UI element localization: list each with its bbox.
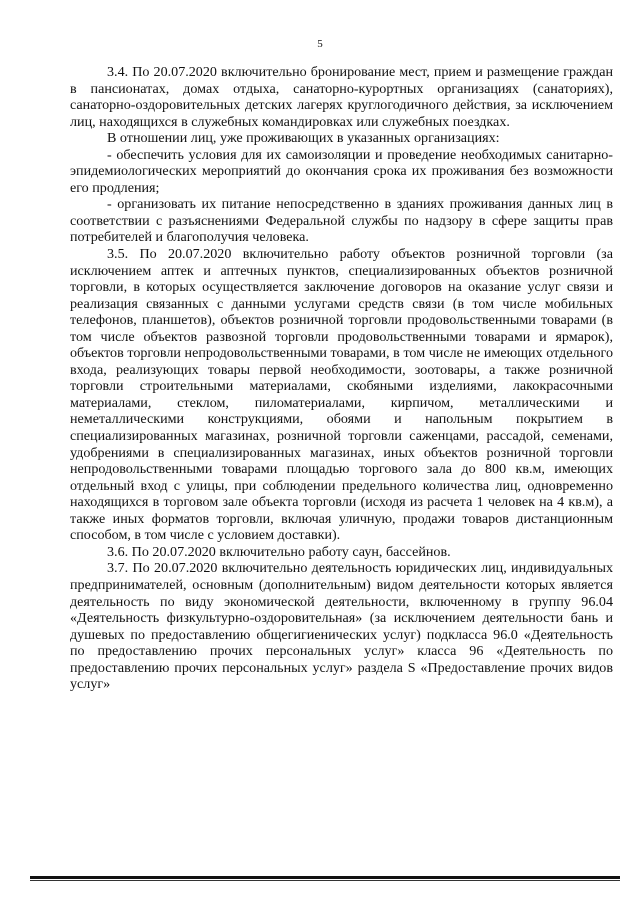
document-body [70, 64, 613, 693]
paragraph-3-7: 3.7. По 20.07.2020 включительно деятельность юридических лиц, индивидуальных предпринимателей, основным (дополнительным) видом деятельности которых является деятельность по виду экономической деятельности, включенному в группу 96.04 «Деятельность физкультурно-оздоровительная» (за исключением деятельности бань и душевых по предоставлению общегигиенических услуг) подкласса 96.0 «Деятельность по предоставлению прочих персональных услуг» класса 96 «Деятельность по предоставлению прочих персональных услуг» раздела S «Предоставление прочих видов услуг» [70, 560, 613, 693]
paragraph-3-5: 3.5. По 20.07.2020 включительно работу объектов розничной торговли (за исключением аптек и аптечных пунктов, специализированных объектов розничной торговли, в которых осуществляется заключение договоров на оказание услуг связи и реализация связанных с данными услугами средств связи (в том числе мобильных телефонов, планшетов), объектов розничной торговли продовольственными товарами (в том числе объектов развозной торговли продовольственными товарами и ярмарок), объектов торговли непродовольственными товарами, в том числе не имеющих отдельного входа, реализующих товары первой необходимости, зоотовары, а также розничной торговли строительными материалами, скобяными изделиями, лакокрасочными материалами, стеклом, пиломатериалами, кирпичом, металлическими и неметаллическими конструкциями, обоями и напольным покрытием в специализированных магазинах, розничной торговли саженцами, рассадой, семенами, удобрениями в специализированных магазинах, иных объектов розничной торговли непродовольственными товарами площадью торгового зала до 800 кв.м, имеющих отдельный вход с улицы, при соблюдении предельного количества лиц, одновременно находящихся в торговом зале объекта торговли (исходя из расчета 1 человек на 4 кв.м), а также иных форматов торговли, включая уличную, продажи товаров дистанционным способом, в том числе с условием доставки). [70, 246, 613, 544]
footer-rule [30, 876, 620, 879]
footer-rule-thin [30, 880, 620, 881]
page-number: 5 [317, 38, 323, 50]
paragraph-meals: - организовать их питание непосредственно в зданиях проживания данных лиц в соответствии с разъяснениями Федеральной службы по надзору в сфере защиты прав потребителей и благополучия человека. [70, 196, 613, 246]
paragraph-3-4: 3.4. По 20.07.2020 включительно бронирование мест, прием и размещение граждан в пансионатах, домах отдыха, санаторно-курортных организациях (санаториях), санаторно-оздоровительных детских лагерях круглогодичного действия, за исключением лиц, находящихся в служебных командировках или служебных поездках. [70, 64, 613, 130]
paragraph-self-isolation: - обеспечить условия для их самоизоляции и проведение необходимых санитарно-эпидемиологических мероприятий до окончания срока их проживания без возможности его продления; [70, 146, 613, 196]
paragraph-residents-intro: В отношении лиц, уже проживающих в указанных организациях: [107, 130, 500, 147]
paragraph-3-6: 3.6. По 20.07.2020 включительно работу саун, бассейнов. [107, 543, 451, 560]
